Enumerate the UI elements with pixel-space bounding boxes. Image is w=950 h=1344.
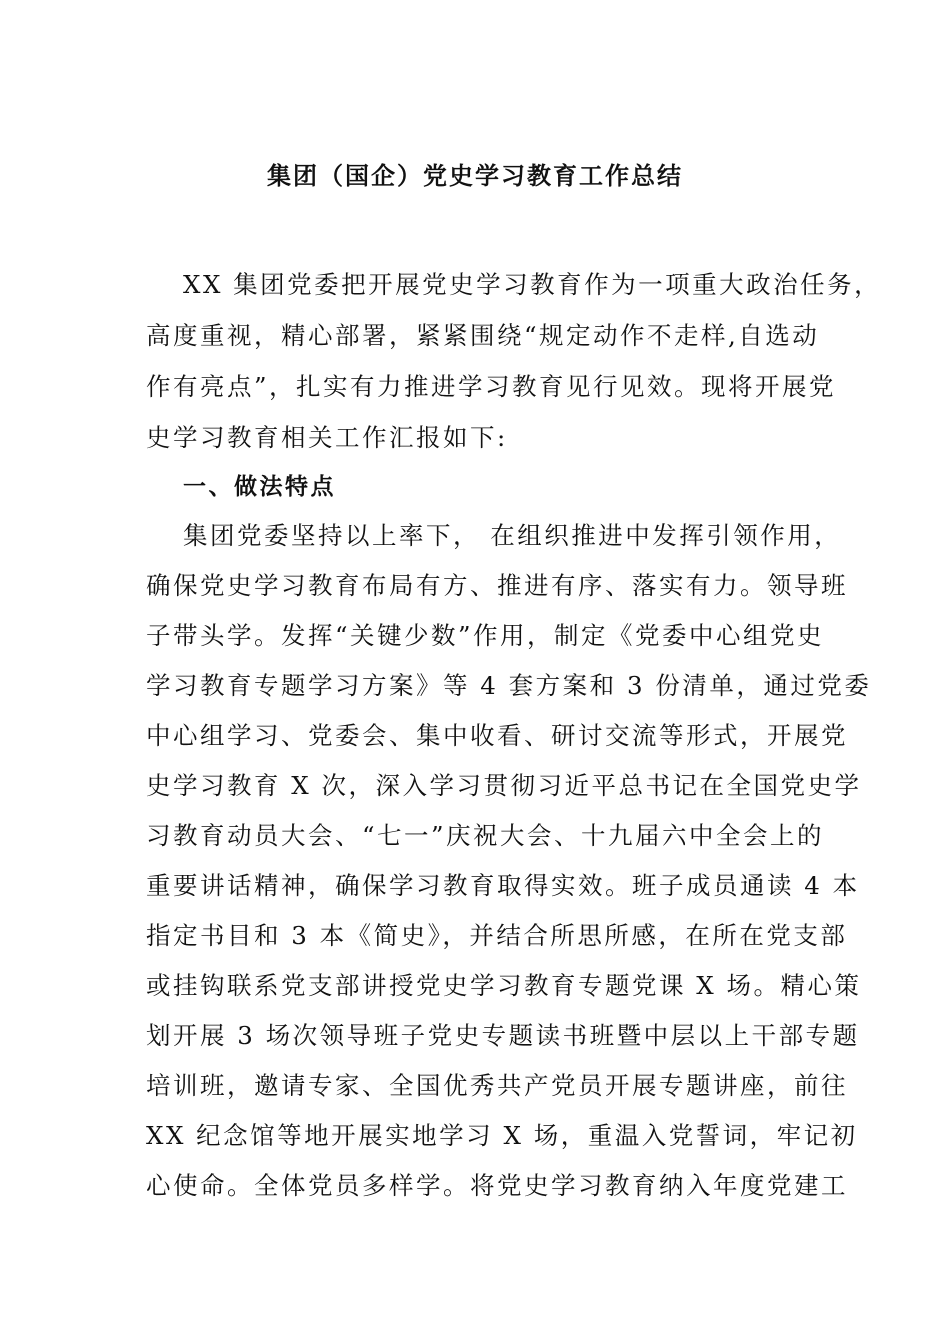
paragraph-line: 培训班，邀请专家、全国优秀共产党员开展专题讲座，前往 xyxy=(146,1071,848,1100)
paragraph-line: 史学习教育相关工作汇报如下: xyxy=(146,423,508,452)
paragraph-line: 重要讲话精神，确保学习教育取得实效。班子成员通读 4 本 xyxy=(146,871,860,900)
paragraph-line: XX 纪念馆等地开展实地学习 X 场，重温入党誓词，牢记初 xyxy=(146,1121,858,1150)
paragraph-line: XX 集团党委把开展党史学习教育作为一项重大政治任务， xyxy=(183,270,882,299)
paragraph-line: 史学习教育 X 次，深入学习贯彻习近平总书记在全国党史学 xyxy=(146,771,862,800)
paragraph-line: 作有亮点”，扎实有力推进学习教育见行见效。现将开展党 xyxy=(146,372,837,401)
paragraph-line: 学习教育专题学习方案》等 4 套方案和 3 份清单，通过党委 xyxy=(146,671,872,700)
paragraph-line: 中心组学习、党委会、集中收看、研讨交流等形式，开展党 xyxy=(146,721,848,750)
paragraph-line: 或挂钩联系党支部讲授党史学习教育专题党课 X 场。精心策 xyxy=(146,971,862,1000)
paragraph-line: 习教育动员大会、“七一”庆祝大会、十九届六中全会上的 xyxy=(146,821,825,850)
paragraph-line: 划开展 3 场次领导班子党史专题读书班暨中层以上干部专题 xyxy=(146,1021,860,1050)
section-heading: 一、做法特点 xyxy=(183,474,336,500)
paragraph-line: 心使命。全体党员多样学。将党史学习教育纳入年度党建工 xyxy=(146,1171,848,1200)
paragraph-line: 指定书目和 3 本《简史》，并结合所思所感，在所在党支部 xyxy=(146,921,848,950)
document-title: 集团（国企）党史学习教育工作总结 xyxy=(267,162,683,190)
paragraph-line: 确保党史学习教育布局有方、推进有序、落实有力。领导班 xyxy=(146,571,848,600)
paragraph-line: 高度重视，精心部署，紧紧围绕“规定动作不走样,自选动 xyxy=(146,321,820,350)
paragraph-line: 集团党委坚持以上率下， 在组织推进中发挥引领作用， xyxy=(183,521,842,550)
paragraph-line: 子带头学。发挥“关键少数”作用，制定《党委中心组党史 xyxy=(146,621,825,650)
